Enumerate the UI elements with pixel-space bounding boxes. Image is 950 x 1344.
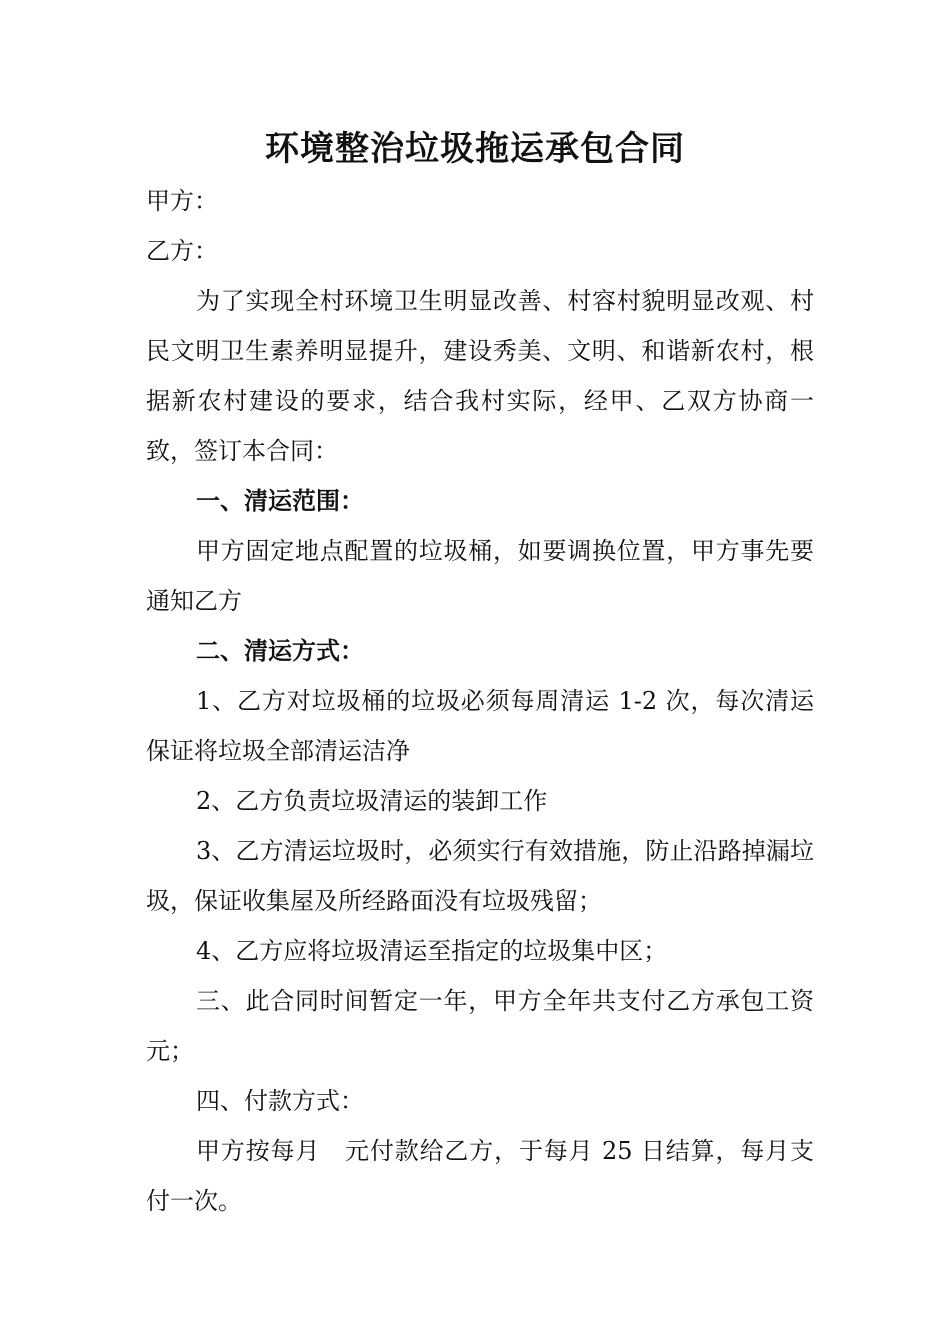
section4-heading: 四、付款方式：: [196, 1087, 364, 1115]
section4-body: 甲方按每月 元付款给乙方，于每月 25 日结算，每月支付一次。: [146, 1137, 814, 1215]
section1-body: 甲方固定地点配置的垃圾桶，如要调换位置，甲方事先要通知乙方: [146, 537, 814, 615]
section2-item-2: 2、乙方负责垃圾清运的装卸工作: [196, 787, 548, 815]
party-b-line: 乙方：: [146, 237, 218, 265]
section2-item-4: 4、乙方应将垃圾清运至指定的垃圾集中区；: [196, 937, 668, 965]
document-body: [146, 176, 814, 1226]
section2-item-3: 3、乙方清运垃圾时，必须实行有效措施，防止沿路掉漏垃圾，保证收集屋及所经路面没有垃圾残留；: [146, 837, 814, 915]
section3-paragraph: 三、此合同时间暂定一年，甲方全年共支付乙方承包工资元；: [146, 987, 814, 1065]
section2-item-1: 1、乙方对垃圾桶的垃圾必须每周清运 1-2 次，每次清运保证将垃圾全部清运洁净: [146, 687, 814, 765]
party-a-line: 甲方：: [146, 187, 218, 215]
intro-paragraph: 为了实现全村环境卫生明显改善、村容村貌明显改观、村民文明卫生素养明显提升，建设秀美、文明、和谐新农村，根据新农村建设的要求，结合我村实际，经甲、乙双方协商一致，签订本合同：: [146, 287, 814, 465]
document-title: 环境整治垃圾拖运承包合同: [265, 129, 685, 169]
section1-heading: 一、清运范围：: [196, 486, 364, 515]
section2-heading: 二、清运方式：: [196, 636, 364, 665]
